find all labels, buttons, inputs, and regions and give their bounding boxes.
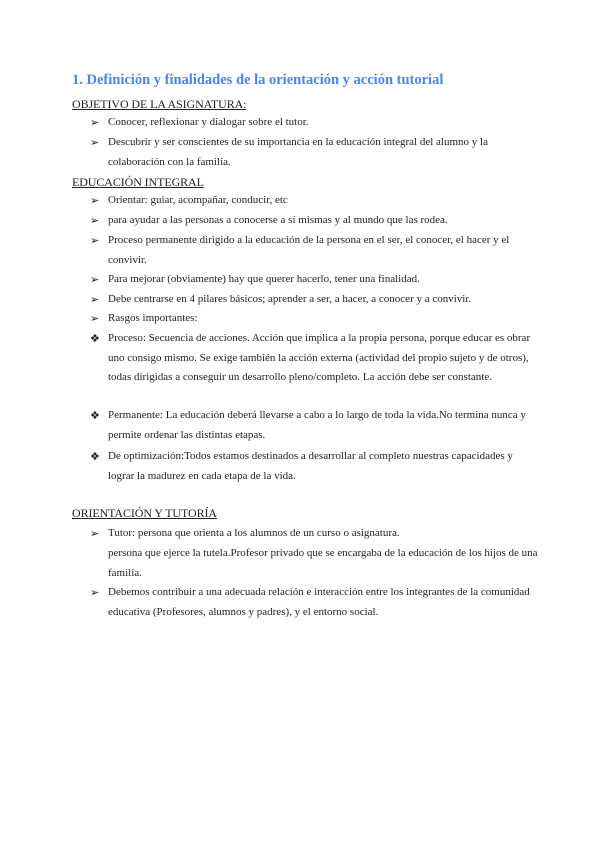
list-item: ➢ Rasgos importantes:	[90, 309, 540, 329]
arrow-bullet-icon: ➢	[90, 136, 100, 149]
list-item: ➢ Proceso permanente dirigido a la educación de la persona en el ser, el conocer, el hacer y el convivir.	[90, 231, 540, 270]
diamond-bullet-icon: ❖	[90, 450, 100, 463]
section-heading-educacion: EDUCACIÓN INTEGRAL	[72, 175, 204, 189]
diamond-bullet-icon: ❖	[90, 409, 100, 422]
list-item: ➢ Debe centrarse en 4 pilares básicos; aprender a ser, a hacer, a conocer y a convivir.	[90, 290, 540, 310]
list-item: ❖ Permanente: La educación deberá llevarse a cabo a lo largo de toda la vida.No termina nunca y permite ordenar las distintas etapas.	[90, 406, 540, 445]
list-item-continuation: persona que ejerce la tutela.Profesor privado que se encargaba de la educación de los hijos de una familia.	[108, 547, 538, 579]
arrow-bullet-icon: ➢	[90, 586, 100, 599]
arrow-bullet-icon: ➢	[90, 527, 100, 540]
arrow-bullet-icon: ➢	[90, 116, 100, 129]
list-item: ❖ Proceso: Secuencia de acciones. Acción que implica a la propia persona, porque educar es obrar uno consigo mismo. Se exige también la acción externa (actividad del propio sujeto y de otros), todas dirigidas a conseguir un desarrollo pleno/completo. La acción debe ser constante.	[90, 329, 540, 388]
list-item: ❖ De optimización:Todos estamos destinados a desarrollar al completo nuestras capacidades y lograr la madurez en cada etapa de la vida.	[90, 447, 540, 486]
section-heading-objetivo: OBJETIVO DE LA ASIGNATURA:	[72, 97, 247, 111]
arrow-bullet-icon: ➢	[90, 293, 100, 306]
arrow-bullet-icon: ➢	[90, 312, 100, 325]
arrow-bullet-icon: ➢	[90, 214, 100, 227]
list-item: ➢ Debemos contribuir a una adecuada relación e interacción entre los integrantes de la comunidad educativa (Profesores, alumnos y padres), y el entorno social.	[90, 583, 540, 622]
list-item: ➢ Conocer, reflexionar y dialogar sobre el tutor.	[90, 113, 540, 133]
list-item: ➢ Descubrir y ser conscientes de su importancia en la educación integral del alumno y la colaboración con la familia.	[90, 133, 540, 172]
document-title: 1. Definición y finalidades de la orientación y acción tutorial	[72, 72, 444, 88]
arrow-bullet-icon: ➢	[90, 234, 100, 247]
list-item: ➢ Tutor: persona que orienta a los alumnos de un curso o asignatura.	[90, 524, 540, 544]
arrow-bullet-icon: ➢	[90, 273, 100, 286]
list-item: ➢ Para mejorar (obviamente) hay que querer hacerlo, tener una finalidad.	[90, 270, 540, 290]
diamond-bullet-icon: ❖	[90, 332, 100, 345]
section-heading-orientacion: ORIENTACIÓN Y TUTORÍA	[72, 506, 217, 520]
list-item: ➢ Orientar: guiar, acompañar, conducir, etc	[90, 191, 540, 211]
arrow-bullet-icon: ➢	[90, 194, 100, 207]
list-item: ➢ para ayudar a las personas a conocerse a sí mismas y al mundo que las rodea.	[90, 211, 540, 231]
